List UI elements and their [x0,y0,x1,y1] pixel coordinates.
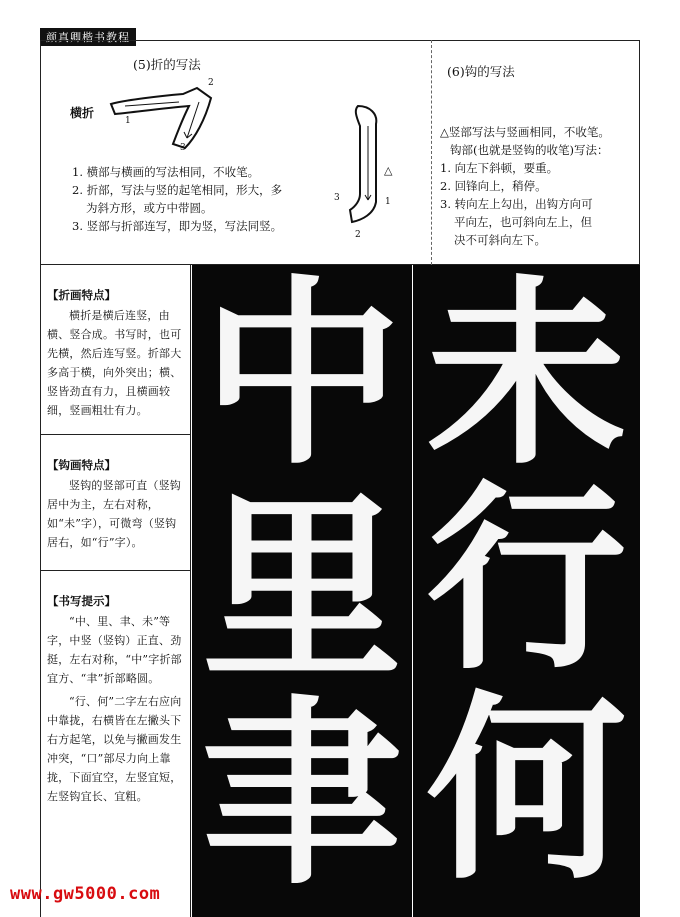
hook-note-6: 平向左，也可斜向左上，但 [454,215,592,229]
explanation-sidebar [40,265,191,917]
fold-point-2: 2 [208,78,214,88]
fold-stroke-diagram [105,80,230,155]
fold-features-heading: 【折画特点】 [47,288,116,302]
writing-tips-heading: 【书写提示】 [47,594,116,608]
character-wei: 未 [426,265,627,492]
hook-note-7: 决不可斜向左下。 [454,233,546,247]
hook-marker: △ [384,164,393,177]
character-li: 里 [201,472,402,707]
hook-note-3: 1. 向左下斜顿，要重。 [440,161,559,175]
fold-features-text: 横折是横后连竖，由横、竖合成。书写时，也可先横，然后连写竖。折部大多高于横，向外突出；横、竖皆劲直有力，且横画较细，竖画粗壮有力。 [47,309,182,417]
hook-notes [440,123,638,249]
hook-point-1: 1 [385,197,391,207]
hook-features-block [41,434,190,552]
section-divider [431,40,433,265]
writing-tips-text-1: “中、里、聿、未”等字，中竖（竖钩）正直、劲挺，左右对称，“中”字折部宜方、“聿”折部略圆。 [47,615,182,685]
writing-tips-text-2: “行、何”二字左右应向中靠拢，右横皆在左撇头下右方起笔，以免与撇画发生冲突，“口”部尽力向上靠拢，下面宜空，左竖宜短，左竖钩宜长、宜粗。 [47,695,182,803]
writing-tips-block [41,570,190,806]
hook-point-3: 3 [334,193,340,203]
fold-point-1: 1 [125,116,131,126]
hook-note-4: 2. 回锋向上，稍停。 [440,179,547,193]
character-zhong: 中 [201,265,402,492]
fold-section-title: (5)折的写法 [133,57,201,72]
fold-note-3: 3. 竖部与折部连写，即为竖，写法同竖。 [72,219,283,233]
hook-stroke-diagram [340,102,393,232]
fold-notes [72,163,300,235]
character-he: 何 [426,672,627,907]
calligraphy-left-panel [192,265,412,917]
hook-note-5: 3. 转向左上勾出，出钩方向可 [440,197,593,211]
watermark-url: www.gw5000.com [10,884,161,904]
hook-note-2: 钩部(也就是竖钩的收笔)写法： [450,143,609,157]
hook-point-2: 2 [355,230,361,240]
book-title-tab: 颜真卿楷书教程 [40,28,136,46]
fold-features-block [41,265,190,420]
fold-note-2: 2. 折部，写法与竖的起笔相同，形大，多 [72,183,283,197]
fold-stroke-label: 横折 [70,106,95,120]
fold-note-1: 1. 横部与横画的写法相同，不收笔。 [72,165,260,179]
hook-note-1: △竖部写法与竖画相同，不收笔。 [440,125,610,139]
fold-note-2b: 为斜方形，或方中带圆。 [86,201,213,215]
character-yu: 聿 [201,677,402,912]
calligraphy-right-panel [413,265,640,917]
hook-features-text: 竖钩的竖部可直（竖钩居中为主，左右对称，如“未”字），可微弯（竖钩居右，如“行”字）。 [47,479,181,549]
fold-point-3: 3 [180,143,186,153]
hook-features-heading: 【钩画特点】 [47,458,116,472]
character-xing: 行 [426,462,627,697]
hook-section-title: (6)钩的写法 [447,64,515,79]
